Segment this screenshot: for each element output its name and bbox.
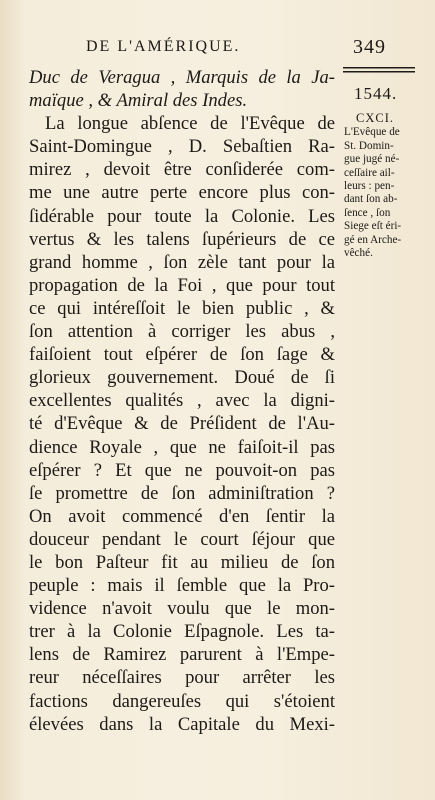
text-line-23: peuple : mais il ſemble que la Pro- <box>29 575 335 597</box>
text-line-21: douceur pendant le court ſéjour que <box>29 528 335 550</box>
text-line-2: maïque , & Amiral des Indes. <box>29 90 248 112</box>
text-line-22: le bon Paſteur fit au milieu de ſon <box>29 551 335 573</box>
text-line-24: vidence n'avoit voulu que le mon- <box>29 598 335 620</box>
margin-note-line-2: St. Domin- <box>344 139 394 152</box>
text-line-7: ſidérable pour toute la Colonie. Les <box>29 205 335 227</box>
text-line-3: La longue abſence de l'Evêque de <box>45 113 335 135</box>
text-line-5: mirez , devoit être conſiderée com- <box>29 159 335 181</box>
margin-note-line-8: Siege eſt éri- <box>344 220 402 233</box>
text-line-29: élevées dans la Capitale du Mexi- <box>29 713 335 735</box>
margin-note <box>344 112 420 260</box>
text-line-9: grand homme , ſon zèle tant pour la <box>29 251 335 273</box>
margin-note-line-9: gé en Arche- <box>344 233 402 246</box>
margin-note-line-7: ſence , ſon <box>344 206 391 219</box>
text-line-15: excellentes qualités , avec la digni- <box>29 390 335 412</box>
page-number: 349 <box>353 36 386 58</box>
text-line-4: Saint-Domingue , D. Sebaſtien Ra- <box>29 136 335 158</box>
text-line-12: ſon attention à corriger les abus , <box>29 321 335 343</box>
margin-note-line-4: ceſſaire ail- <box>344 166 395 179</box>
margin-ordinal: CXCI. <box>356 111 394 125</box>
margin-note-line-6: dant ſon ab- <box>344 193 398 206</box>
main-text-column <box>29 66 335 736</box>
margin-note-line-5: leurs : pen- <box>344 180 395 193</box>
text-line-17: dience Royale , que ne faiſoit-il pas <box>29 436 335 458</box>
text-line-11: ce qui intéreſſoit le bien public , & <box>29 297 335 319</box>
text-line-8: vertus & les talens ſupérieurs de ce <box>29 228 335 250</box>
text-line-25: trer à la Colonie Eſpagnole. Les ta- <box>29 621 335 643</box>
text-line-18: eſpérer ? Et que ne pouvoit-on pas <box>29 459 335 481</box>
running-title: DE L'AMÉRIQUE. <box>86 38 241 55</box>
text-line-6: me une autre perte encore plus con- <box>29 182 335 204</box>
margin-note-line-1: L'Evêque de <box>344 126 400 139</box>
text-line-16: té d'Evêque & de Préſident de l'Au- <box>29 413 335 435</box>
text-line-13: faiſoient tout eſpérer de ſon ſage & <box>29 344 335 366</box>
text-line-10: propagation de la Foi , que pour tout <box>29 274 335 296</box>
margin-double-rule <box>343 67 415 73</box>
margin-year: 1544. <box>354 84 398 103</box>
text-line-19: ſe promettre de ſon adminiſtration ? <box>29 482 335 504</box>
margin-note-line-3: gue jugé né- <box>344 153 400 166</box>
text-line-26: lens de Ramirez parurent à l'Empe- <box>29 644 335 666</box>
text-line-20: On avoit commencé d'en ſentir la <box>29 505 335 527</box>
text-line-27: reur néceſſaires pour arrêter les <box>29 667 335 689</box>
text-line-28: factions dangereuſes qui s'étoient <box>29 690 335 712</box>
running-head <box>86 36 386 60</box>
margin-note-line-10: vêché. <box>344 247 373 260</box>
text-line-1: Duc de Veragua , Marquis de la Ja- <box>29 67 335 88</box>
text-line-14: glorieux gouvernement. Doué de ſi <box>29 367 335 389</box>
